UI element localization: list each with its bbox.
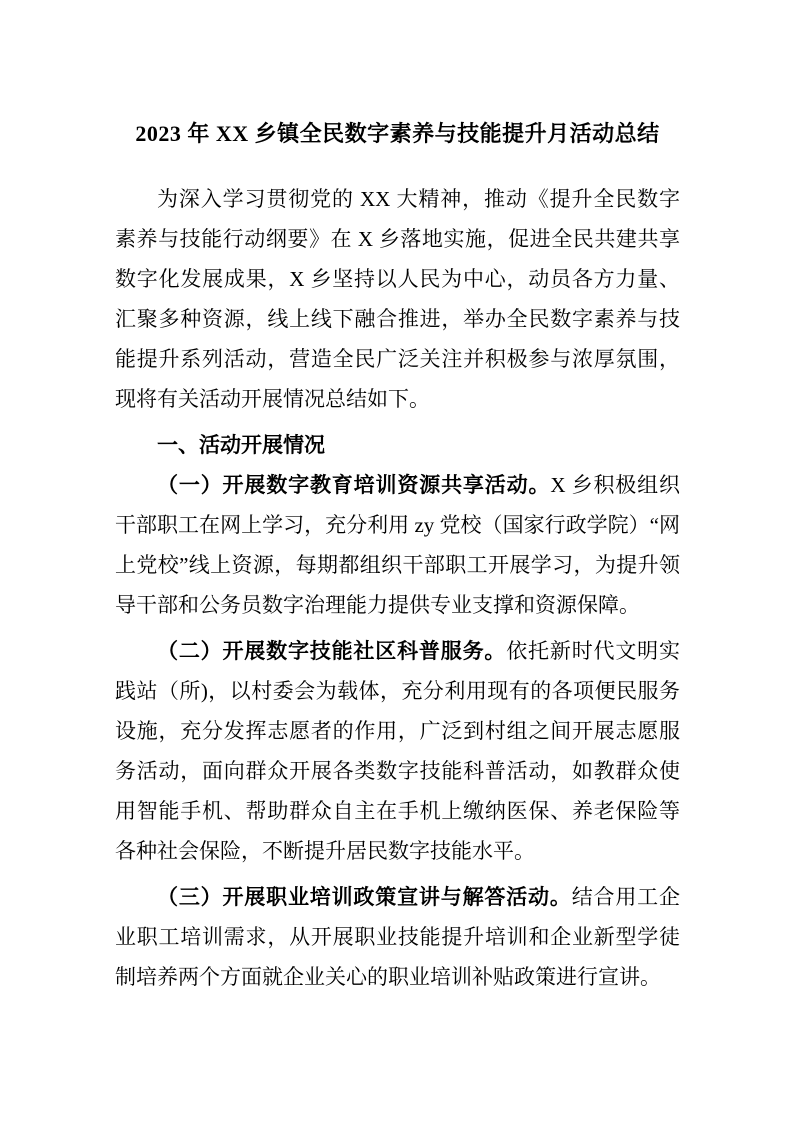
- section-heading: 一、活动开展情况: [157, 433, 325, 457]
- item-3-body: 结合用工企业职工培训需求，从开展职业技能提升培训和企业新型学徒制培养两个方面就企业关心的职业培训补贴政策进行宣讲。: [115, 885, 681, 989]
- document-title: 2023 年 XX 乡镇全民数字素养与技能提升月活动总结: [135, 121, 660, 146]
- intro-paragraph: 为深入学习贯彻党的 XX 大精神，推动《提升全民数字素养与技能行动纲要》在 X 乡落地实施，促进全民共建共享数字化发展成果，X 乡坚持以人民为中心，动员各方力量、汇聚多种资源，线上线下融合推进，举办全民数字素养与技能提升系列活动，营造全民广泛关注并积极参与浓厚氛围，现将有关活动开展情况总结如下。: [115, 187, 680, 411]
- item-3-lead: （三）开展职业培训政策宣讲与解答活动。: [157, 885, 572, 909]
- item-2-lead: （二）开展数字技能社区科普服务。: [157, 639, 507, 663]
- item-paragraph-1: [115, 465, 680, 625]
- item-1-lead: （一）开展数字教育培训资源共享活动。: [157, 473, 551, 497]
- item-2-body: 依托新时代文明实践站（所)，以村委会为载体，充分利用现有的各项便民服务设施，充分发挥志愿者的作用，广泛到村组之间开展志愿服务活动，面向群众开展各类数字技能科普活动，如教群众使用智能手机、帮助群众自主在手机上缴纳医保、养老保险等各种社会保险，不断提升居民数字技能水平。: [115, 639, 681, 863]
- item-paragraph-2: [115, 631, 680, 871]
- item-1-body: X 乡积极组织干部职工在网上学习，充分利用 zy 党校（国家行政学院）“网上党校”线上资源，每期都组织干部职工开展学习，为提升领导干部和公务员数字治理能力提供专业支撑和资源保障。: [115, 473, 680, 617]
- item-paragraph-3: [115, 877, 680, 997]
